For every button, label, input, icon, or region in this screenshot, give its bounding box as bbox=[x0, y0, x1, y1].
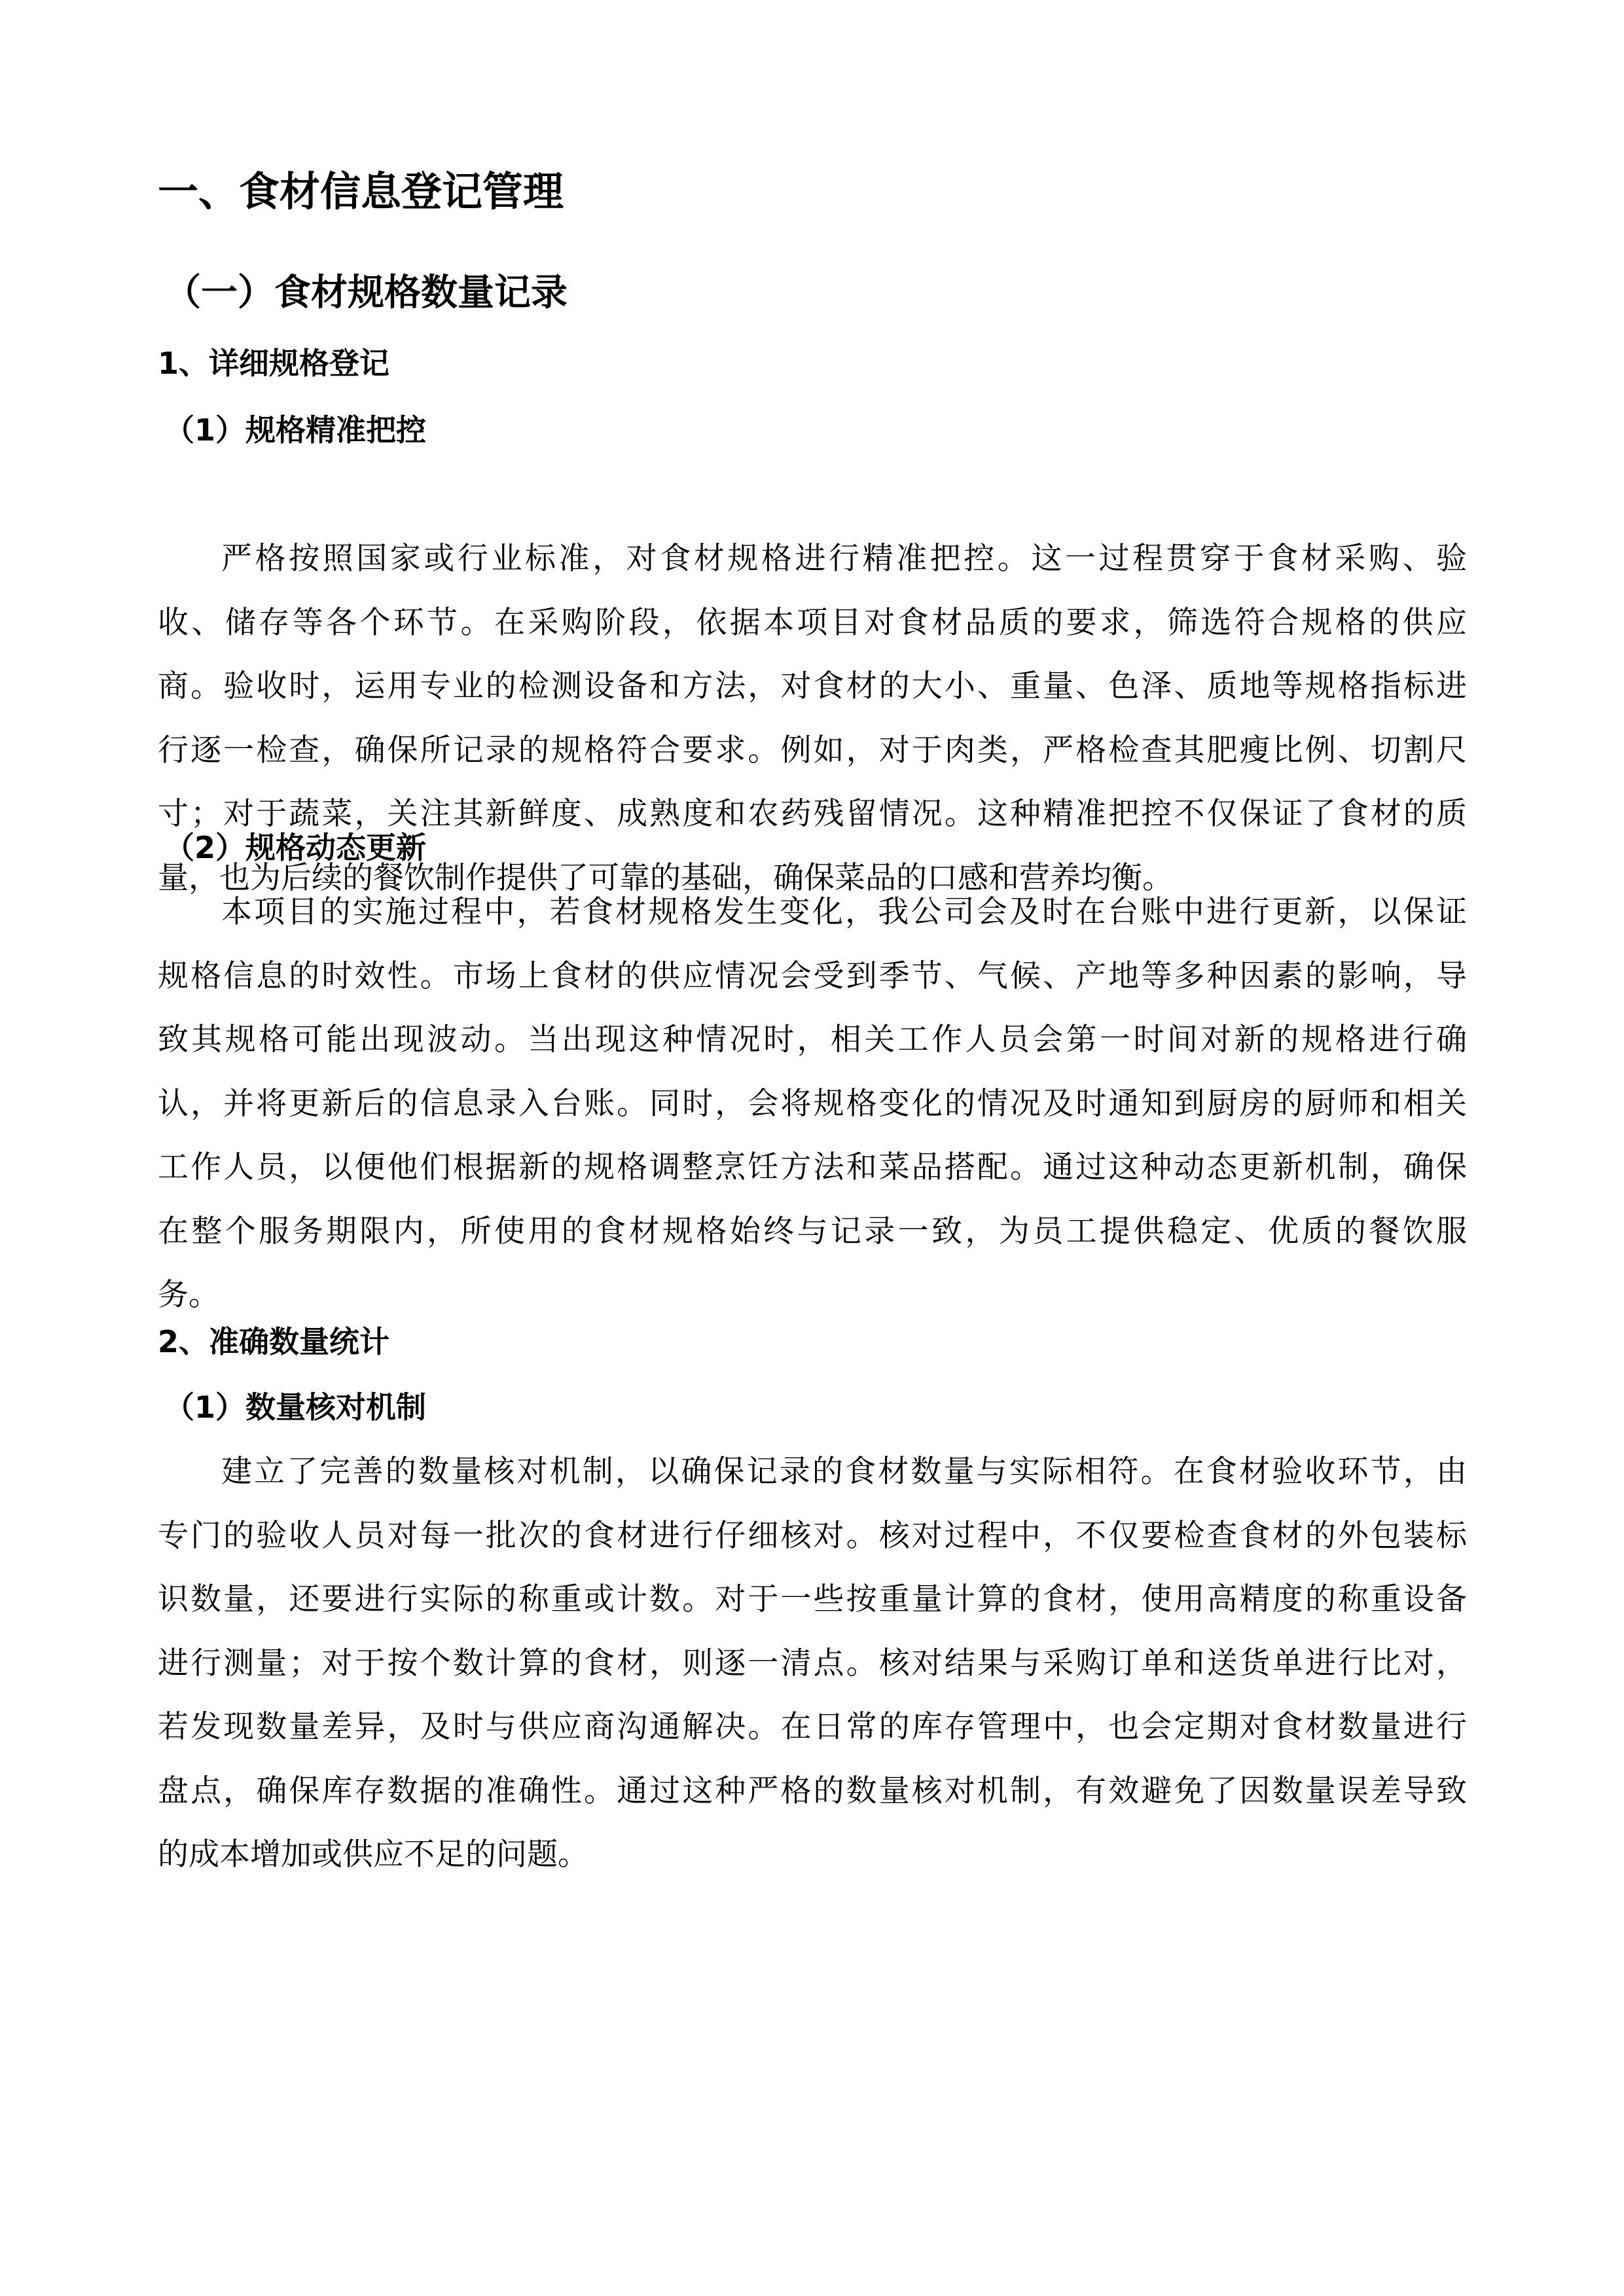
paragraph-line: 若发现数量差异，及时与供应商沟通解决。在日常的库存管理中，也会定期对食材数量进行 bbox=[158, 1709, 1467, 1745]
paragraph-line: 本项目的实施过程中，若食材规格发生变化，我公司会及时在台账中进行更新，以保证 bbox=[221, 894, 1467, 930]
paragraph-line: 行逐一检查，确保所记录的规格符合要求。例如，对于肉类，严格检查其肥瘦比例、切割尺 bbox=[158, 732, 1467, 768]
heading-level-2: （一）食材规格数量记录 bbox=[164, 272, 568, 314]
subsection-heading-1-2: （2）规格动态更新 bbox=[164, 830, 427, 865]
paragraph-line: 寸；对于蔬菜，关注其新鲜度、成熟度和农药残留情况。这种精准把控不仅保证了食材的质 bbox=[158, 796, 1467, 832]
heading-level-1: 一、食材信息登记管理 bbox=[158, 168, 564, 215]
paragraph-line: 建立了完善的数量核对机制，以确保记录的食材数量与实际相符。在食材验收环节，由 bbox=[221, 1454, 1467, 1490]
subsection-heading-1-1: （1）规格精准把控 bbox=[164, 412, 427, 448]
paragraph-quantity-check bbox=[158, 1440, 1467, 1887]
paragraph-line: 的成本增加或供应不足的问题。 bbox=[158, 1837, 588, 1873]
paragraph-line: 识数量，还要进行实际的称重或计数。对于一些按重量计算的食材，使用高精度的称重设备 bbox=[158, 1581, 1467, 1617]
paragraph-spec-update bbox=[158, 880, 1467, 1327]
paragraph-line: 进行测量；对于按个数计算的食材，则逐一清点。核对结果与采购订单和送货单进行比对， bbox=[158, 1645, 1467, 1681]
paragraph-line: 工作人员，以便他们根据新的规格调整烹饪方法和菜品搭配。通过这种动态更新机制，确保 bbox=[158, 1149, 1467, 1185]
section-heading-2: 2、准确数量统计 bbox=[158, 1324, 390, 1359]
subsection-heading-2-1: （1）数量核对机制 bbox=[164, 1390, 427, 1425]
paragraph-line: 认，并将更新后的信息录入台账。同时，会将规格变化的情况及时通知到厨房的厨师和相关 bbox=[158, 1085, 1467, 1122]
paragraph-line: 专门的验收人员对每一批次的食材进行仔细核对。核对过程中，不仅要检查食材的外包装标 bbox=[158, 1517, 1467, 1554]
paragraph-line: 收、储存等各个环节。在采购阶段，依据本项目对食材品质的要求，筛选符合规格的供应 bbox=[158, 604, 1467, 641]
paragraph-line: 在整个服务期限内，所使用的食材规格始终与记录一致，为员工提供稳定、优质的餐饮服 bbox=[158, 1213, 1467, 1249]
paragraph-line: 量，也为后续的餐饮制作提供了可靠的基础，确保菜品的口感和营养均衡。 bbox=[158, 859, 1173, 896]
paragraph-line: 商。验收时，运用专业的检测设备和方法，对食材的大小、重量、色泽、质地等规格指标进 bbox=[158, 668, 1467, 704]
paragraph-line: 致其规格可能出现波动。当出现这种情况时，相关工作人员会第一时间对新的规格进行确 bbox=[158, 1022, 1467, 1058]
paragraph-line: 严格按照国家或行业标准，对食材规格进行精准把控。这一过程贯穿于食材采购、验 bbox=[221, 541, 1467, 577]
paragraph-line: 盘点，确保库存数据的准确性。通过这种严格的数量核对机制，有效避免了因数量误差导致 bbox=[158, 1772, 1467, 1809]
section-heading-1: 1、详细规格登记 bbox=[158, 346, 390, 381]
paragraph-line: 规格信息的时效性。市场上食材的供应情况会受到季节、气候、产地等多种因素的影响，导 bbox=[158, 958, 1467, 994]
paragraph-line: 务。 bbox=[158, 1277, 219, 1313]
